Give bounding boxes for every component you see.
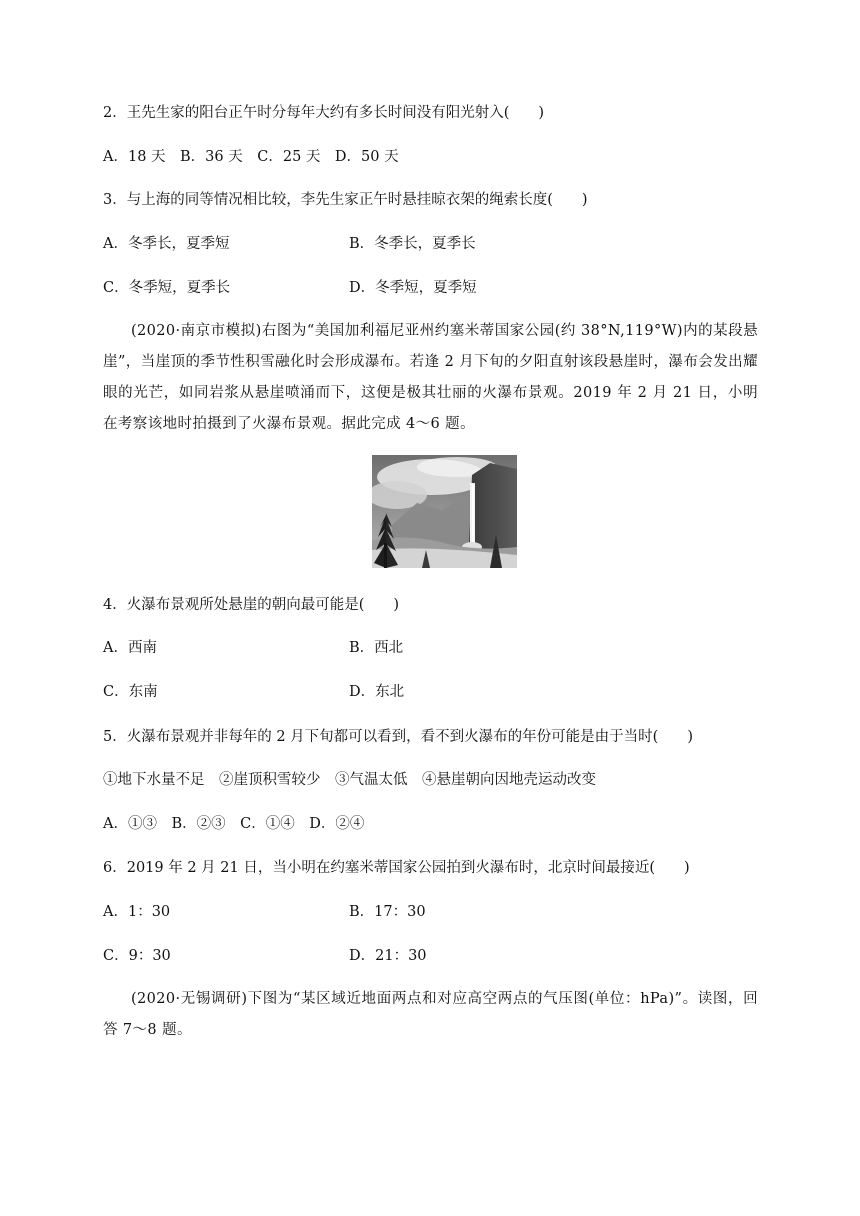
question-6-option-b: B．17：30 bbox=[349, 904, 426, 920]
question-3-option-c: C．冬季短，夏季长 bbox=[103, 280, 231, 296]
question-3-stem: 3．与上海的同等情况相比较，李先生家正午时悬挂晾衣架的绳索长度( ) bbox=[103, 192, 588, 208]
question-4-option-b: B．西北 bbox=[349, 640, 404, 656]
waterfall-photo bbox=[372, 455, 517, 568]
question-4-option-a: A．西南 bbox=[103, 640, 157, 656]
question-3-option-d: D．冬季短，夏季短 bbox=[349, 280, 477, 296]
passage-yosemite: (2020·南京市模拟)右图为“美国加利福尼亚州约塞米蒂国家公园(约 38°N,119°W)内的某段悬崖”，当崖顶的季节性积雪融化时会形成瀑布。若逢 2 月下旬的夕阳直射该段悬崖时，瀑布会发出耀眼的光芒，如同岩浆从悬崖喷涌而下，这便是极其壮丽的火瀑布景观。2019 年 2 月 21 日，小明在考察该地时拍摄到了火瀑布景观。据此完成 4～6 题。 bbox=[103, 323, 758, 432]
question-6-option-a: A．1：30 bbox=[103, 904, 171, 920]
question-5-items: ①地下水量不足 ②崖顶积雪较少 ③气温太低 ④悬崖朝向因地壳运动改变 bbox=[103, 772, 596, 788]
question-6-option-c: C．9：30 bbox=[103, 948, 171, 964]
question-4-option-d: D．东北 bbox=[349, 684, 405, 700]
question-6-stem: 6．2019 年 2 月 21 日，当小明在约塞米蒂国家公园拍到火瀑布时，北京时间最接近( ) bbox=[103, 860, 690, 876]
question-2-options: A．18 天 B．36 天 C．25 天 D．50 天 bbox=[103, 149, 399, 165]
question-6-option-d: D．21：30 bbox=[349, 948, 427, 964]
question-2-stem: 2．王先生家的阳台正午时分每年大约有多长时间没有阳光射入( ) bbox=[103, 105, 545, 121]
question-5-options: A．①③ B．②③ C．①④ D．②④ bbox=[103, 816, 365, 832]
question-4-stem: 4．火瀑布景观所处悬崖的朝向最可能是( ) bbox=[103, 597, 400, 613]
passage-pressure: (2020·无锡调研)下图为“某区域近地面两点和对应高空两点的气压图(单位：hPa)”。读图，回答 7～8 题。 bbox=[103, 991, 758, 1038]
question-3-option-b: B．冬季长，夏季长 bbox=[349, 236, 476, 252]
question-5-stem: 5．火瀑布景观并非每年的 2 月下旬都可以看到，看不到火瀑布的年份可能是由于当时( ) bbox=[103, 729, 693, 745]
question-3-option-a: A．冬季长，夏季短 bbox=[103, 236, 230, 252]
question-4-option-c: C．东南 bbox=[103, 684, 158, 700]
